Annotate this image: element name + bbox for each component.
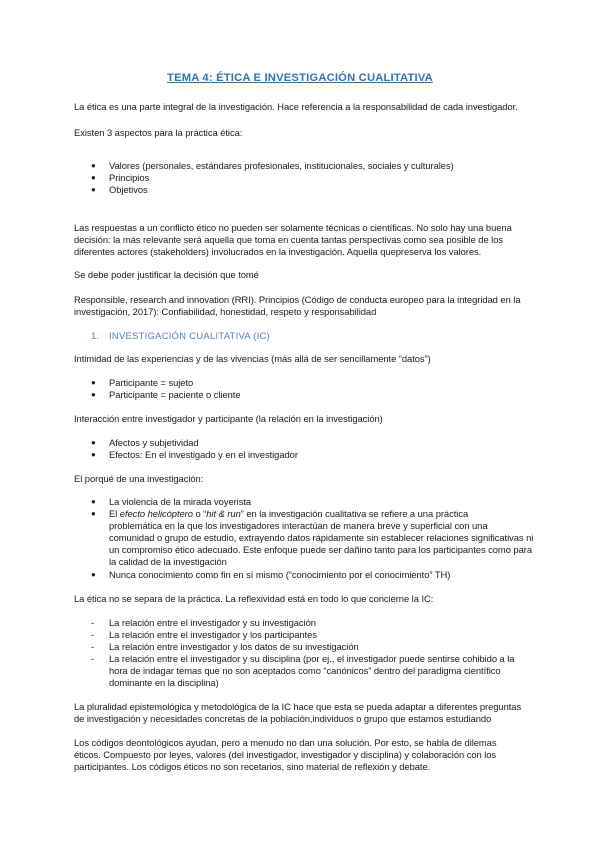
relation-item-continuation: hora de indagar temas que no son aceptados como “canónicos” dentro del paradigma científico: [109, 665, 501, 676]
rri-line: investigación, 2017): Confiabilidad, honestidad, respeto y responsabilidad: [74, 306, 377, 317]
bullet-icon: ●: [91, 378, 96, 387]
bullet-icon: ●: [91, 450, 96, 459]
bullet-icon: ●: [91, 438, 96, 447]
why-item-helicopter: [109, 508, 468, 520]
bullet-icon: ●: [91, 185, 96, 194]
conflict-line: decisión: la más relevante será aquella que toma en cuenta tantas perspectivas como sea posible de los: [74, 234, 504, 245]
aspect-item: Principios: [109, 172, 150, 183]
reflexivity-paragraph: La ética no se separa de la práctica. La reflexividad está en todo lo que concierne la IC:: [74, 593, 434, 604]
codes-line: Los códigos deontológicos ayudan, pero a menudo no dan una solución. Por esto, se habla de dilemas: [74, 737, 497, 748]
bullet-icon: ●: [91, 509, 96, 518]
plurality-line: La pluralidad epistemológica y metodológica de la IC hace que esta se pueda adaptar a diferentes preguntas: [74, 701, 522, 712]
why-item-continuation: la calidad de la investigación: [109, 556, 227, 567]
bullet-icon: ●: [91, 570, 96, 579]
aspects-intro: Existen 3 aspectos para la práctica ética:: [74, 127, 243, 138]
interaction-item: Efectos: En el investigado y en el investigador: [109, 449, 298, 460]
page-title: TEMA 4: ÉTICA E INVESTIGACIÓN CUALITATIVA: [167, 72, 433, 84]
intimacy-paragraph: Intimidad de las experiencias y de las vivencias (más allá de ser sencillamente “datos”): [74, 353, 431, 364]
relation-item: La relación entre el investigador y su disciplina (por ej., el investigador puede sentirse cohibido a la: [109, 653, 515, 664]
aspect-item: Objetivos: [109, 184, 148, 195]
why-item: Nunca conocimiento como fin en sí mismo (“conocimiento por el conocimiento” TH): [109, 569, 451, 580]
dash-icon: -: [91, 617, 95, 628]
interaction-paragraph: Interacción entre investigador y participante (la relación en la investigación): [74, 413, 383, 424]
conflict-line: Las respuestas a un conflicto ético no pueden ser solamente técnicas o científicas. No solo hay una buena: [74, 222, 512, 233]
justify-paragraph: Se debe poder justificar la decisión que tomé: [74, 269, 259, 280]
italic-term: efecto helicóptero: [119, 508, 193, 519]
why-item: La violencia de la mirada voyerista: [109, 496, 252, 507]
dash-icon: -: [91, 653, 95, 664]
why-item-continuation: problemática en la que los investigadores interactúan de manera breve y superficial con una: [109, 520, 488, 531]
relation-item: La relación entre investigador y los datos de su investigación: [109, 641, 359, 652]
relation-item: La relación entre el investigador y su investigación: [109, 617, 316, 628]
interaction-item: Afectos y subjetividad: [109, 437, 199, 448]
participant-item: Participante = sujeto: [109, 377, 194, 388]
why-item-continuation: un compromiso ético adecuado. Este enfoque puede ser dañino tanto para los participantes como para: [109, 544, 532, 555]
text-span: o “: [192, 508, 207, 519]
section-heading: INVESTIGACIÓN CUALITATIVA (IC): [109, 330, 271, 341]
why-item-continuation: comunidad o grupo de estudio, extrayendo datos rápidamente sin establecer relaciones significativas ni: [109, 532, 534, 543]
relation-item: La relación entre el investigador y los participantes: [109, 629, 317, 640]
intro-paragraph: La ética es una parte integral de la investigación. Hace referencia a la responsabilidad de cada investigador.: [74, 101, 518, 112]
italic-term: hit & run: [206, 508, 241, 519]
dash-icon: -: [91, 641, 95, 652]
text-span: El: [109, 508, 120, 519]
conflict-line: diferentes actores (stakeholders) involucrados en la investigación. Aquella quepreserva los valores.: [74, 246, 482, 257]
bullet-icon: ●: [91, 161, 96, 170]
dash-icon: -: [91, 629, 95, 640]
relation-item-continuation: dominante en la disciplina): [109, 677, 219, 688]
text-span: ” en la investigación cualitativa se refiere a una práctica: [240, 508, 469, 519]
why-paragraph: El porqué de una investigación:: [74, 473, 204, 484]
bullet-icon: ●: [91, 173, 96, 182]
bullet-icon: ●: [91, 497, 96, 506]
codes-line: éticos. Compuesto por leyes, valores (del investigador, investigador y disciplina) y colaboración con los: [74, 749, 497, 760]
aspect-item: Valores (personales, estándares profesionales, institucionales, sociales y culturales): [109, 160, 454, 171]
plurality-line: de investigación y necesidades concretas de la población,individuos o grupo que estamos estudiando: [74, 713, 492, 724]
section-number: 1.: [91, 330, 100, 341]
participant-item: Participante = paciente o cliente: [109, 389, 241, 400]
rri-line: Responsible, research and innovation (RRI). Principios (Código de conducta europeo para la integridad en la: [74, 294, 521, 305]
codes-line: participantes. Los códigos éticos no son recetarios, sino material de reflexión y debate.: [74, 761, 431, 772]
bullet-icon: ●: [91, 390, 96, 399]
